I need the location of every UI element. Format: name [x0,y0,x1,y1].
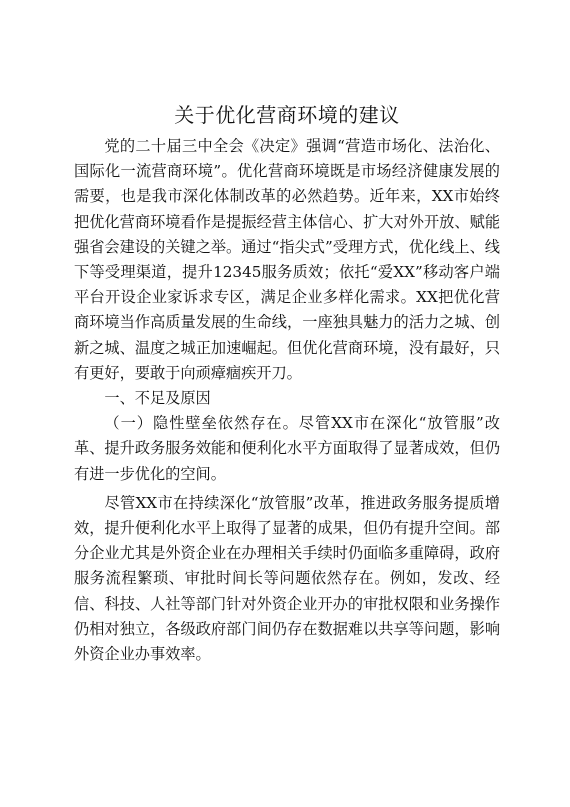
intro-paragraph: 党的二十届三中全会《决定》强调“营造市场化、法治化、国际化一流营商环境”。优化营商环境既是市场经济健康发展的需要，也是我市深化体制改革的必然趋势。近年来，XX市始终把优化营商环境看作是提振经营主体信心、扩大对外开放、赋能强省会建设的关键之举。通过“指尖式”受理方式，优化线上、线下等受理渠道，提升12345服务质效；依托“爱XX”移动客户端平台开设企业家诉求专区，满足企业多样化需求。XX把优化营商环境当作高质量发展的生命线，一座独具魅力的活力之城、创新之城、温度之城正加速崛起。但优化营商环境，没有最好，只有更好，要敢于向顽瘴痼疾开刀。 [74,137,500,382]
document-page [74,100,500,667]
document-title: 关于优化营商环境的建议 [174,103,400,127]
body-paragraph: 尽管XX市在持续深化“放管服”改革，推进政务服务提质增效，提升便利化水平上取得了显著的成果，但仍有提升空间。部分企业尤其是外资企业在办理相关手续时仍面临多重障碍，政府服务流程繁琐、审批时间长等问题依然存在。例如，发改、经信、科技、人社等部门针对外资企业开办的审批权限和业务操作仍相对独立，各级政府部门间仍存在数据难以共享等问题，影响外资企业办事效率。 [74,493,500,664]
section-heading: 一、不足及原因 [104,389,211,408]
subsection-paragraph: （一）隐性壁垒依然存在。尽管XX市在深化“放管服”改革、提升政务服务效能和便利化水平方面取得了显著成效，但仍有进一步优化的空间。 [74,414,500,483]
